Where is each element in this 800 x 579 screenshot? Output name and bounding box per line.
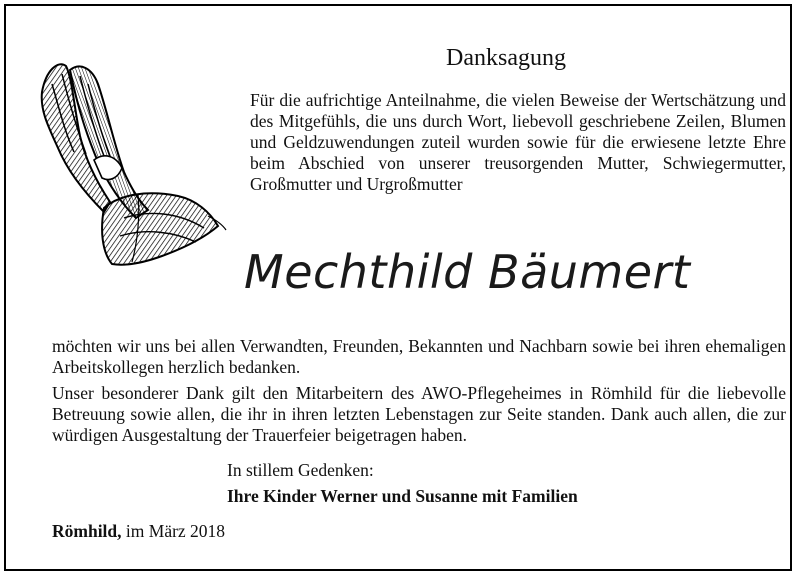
- thanks-paragraph: möchten wir uns bei allen Verwandten, Freunden, Bekannten und Nachbarn sowie bei ihren ehemaligen Arbeitskollegen herzlich bedanken.: [52, 336, 786, 377]
- thanks-text: [52, 336, 786, 451]
- family-signature: Ihre Kinder Werner und Susanne mit Familien: [227, 486, 578, 506]
- in-memory-line: In stillem Gedenken:: [227, 460, 374, 480]
- deceased-name: Mechthild Bäumert: [244, 245, 691, 299]
- obituary-notice: [4, 4, 792, 571]
- intro-paragraph: Für die aufrichtige Anteilnahme, die vielen Beweise der Wertschätzung und des Mitgefühls, die uns durch Wort, liebevoll geschriebene Zeilen, Blumen und Geldzuwendungen zuteil wurden sowie für die erwiesene letzte Ehre beim Abschied von unserer treusorgenden Mutter, Schwiegermutter, Großmutter und Urgroßmutter: [250, 90, 786, 194]
- place-name: Römhild,: [52, 521, 122, 541]
- praying-hands-icon: [28, 44, 228, 284]
- notice-heading: Danksagung: [446, 45, 566, 71]
- date-text: im März 2018: [121, 521, 226, 541]
- special-thanks-paragraph: Unser besonderer Dank gilt den Mitarbeitern des AWO-Pflegeheimes in Römhild für die liebevolle Betreuung sowie allen, die ihr in ihren letzten Lebenstagen zur Seite standen. Dank auch allen, die zur würdigen Ausgestaltung der Trauerfeier beigetragen haben.: [52, 383, 786, 445]
- place-date-line: [52, 521, 225, 542]
